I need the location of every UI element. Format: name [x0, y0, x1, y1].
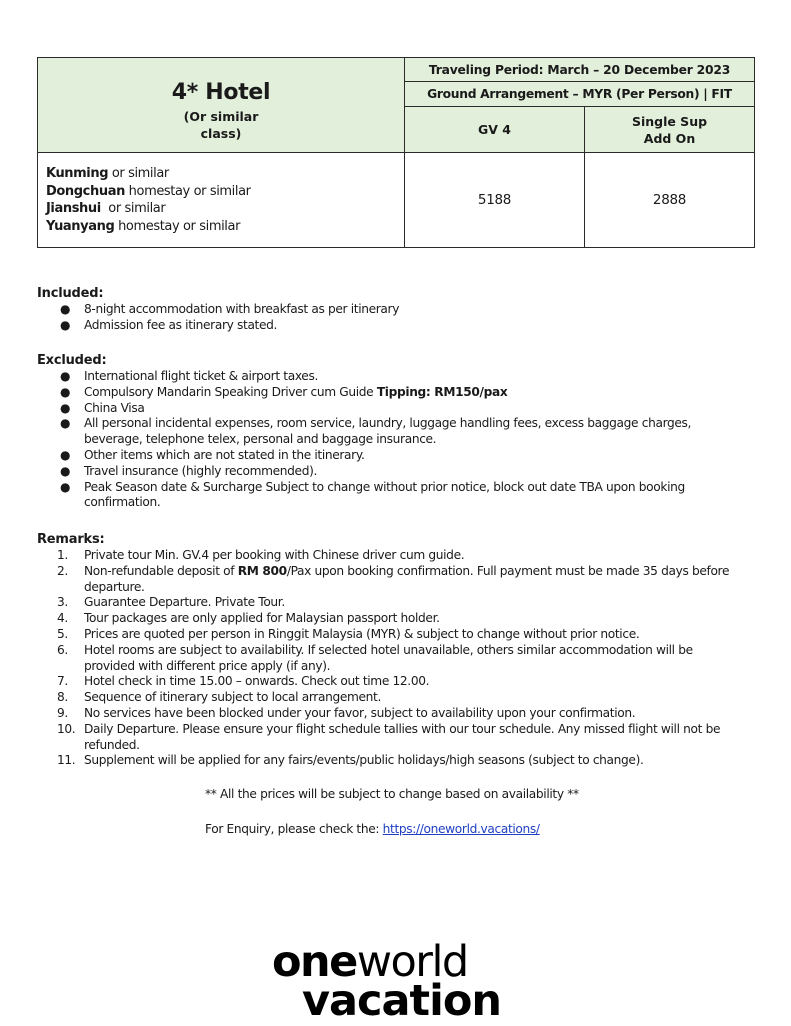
single-sup-label: Single Sup [631, 113, 708, 129]
destination-city: Kunming [46, 166, 109, 181]
enquiry-line [205, 822, 540, 836]
enquiry-label: For Enquiry, please check the: [205, 822, 383, 836]
destination-line [46, 183, 404, 201]
ground-arrangement-header: Ground Arrangement – MYR (Per Person) | FIT [405, 82, 755, 107]
list-item [37, 448, 757, 464]
list-item [37, 385, 757, 401]
excluded-section [37, 353, 757, 511]
hotel-category-cell [38, 58, 405, 153]
item-text: Daily Departure. Please ensure your flight schedule tallies with our tour schedule. Any missed flight will not be refunded. [84, 721, 721, 752]
traveling-period-header: Traveling Period: March – 20 December 2023 [405, 58, 755, 82]
logo-word-one: one [272, 937, 357, 987]
destination-city: Jianshui [46, 201, 101, 216]
item-text: Private tour Min. GV.4 per booking with Chinese driver cum guide. [84, 548, 465, 562]
hotel-subtitle-line2: class) [200, 126, 242, 141]
item-text: No services have been blocked under your favor, subject to availability upon your confirmation. [84, 705, 636, 720]
list-item [37, 548, 757, 564]
destination-note: homestay or similar [114, 218, 241, 234]
item-number: 5. [57, 626, 68, 641]
item-number: 2. [57, 563, 68, 578]
included-section [37, 286, 757, 334]
item-text: Hotel check in time 15.00 – onwards. Check out time 12.00. [84, 674, 430, 689]
item-number: 1. [57, 548, 68, 562]
item-number: 6. [57, 642, 68, 657]
list-item [37, 690, 757, 706]
bullet-icon: ● [60, 447, 71, 462]
price-gv4: 5188 [405, 153, 585, 248]
logo-word-world: world [356, 937, 468, 987]
list-item [37, 302, 757, 318]
list-item [37, 318, 757, 334]
item-text: Tour packages are only applied for Malaysian passport holder. [84, 611, 440, 626]
deposit-amount: RM 800 [237, 563, 287, 578]
included-heading: Included: [37, 286, 104, 301]
add-on-label: Add On [643, 130, 696, 146]
hotel-subtitle [38, 108, 404, 142]
item-number: 3. [57, 595, 68, 610]
included-list [37, 302, 757, 334]
item-number: 11. [57, 753, 76, 768]
item-text: All personal incidental expenses, room service, laundry, luggage handling fees, excess baggage charges, beverage, telephone telex, personal and baggage insurance. [84, 416, 692, 447]
item-text: 8-night accommodation with breakfast as per itinerary [84, 302, 400, 316]
item-text: Guarantee Departure. Private Tour. [84, 595, 285, 610]
item-number: 4. [57, 611, 68, 626]
item-text: Compulsory Mandarin Speaking Driver cum Guide [84, 384, 377, 399]
item-text: International flight ticket & airport taxes. [84, 369, 318, 383]
item-text: Hotel rooms are subject to availability. If selected hotel unavailable, others similar accommodation will be provided with different price apply (if any). [84, 642, 693, 673]
destination-note: homestay or similar [124, 183, 251, 199]
item-number: 9. [57, 705, 68, 720]
destination-line [46, 165, 404, 183]
item-number: 7. [57, 674, 68, 689]
remarks-heading: Remarks: [37, 532, 105, 547]
list-item [37, 674, 757, 690]
item-text: Other items which are not stated in the itinerary. [84, 447, 365, 462]
item-number: 8. [57, 690, 68, 705]
bullet-icon: ● [60, 369, 71, 383]
item-number: 10. [57, 721, 76, 736]
destination-line [46, 218, 404, 236]
hotel-subtitle-line1: (Or similar [183, 109, 259, 124]
bullet-icon: ● [60, 317, 71, 332]
bullet-icon: ● [60, 384, 71, 399]
excluded-heading: Excluded: [37, 353, 107, 368]
list-item [37, 480, 757, 512]
item-text: Travel insurance (highly recommended). [84, 463, 318, 478]
destination-note: or similar [108, 166, 169, 181]
item-text: Supplement will be applied for any fairs/events/public holidays/high seasons (subject to change). [84, 753, 644, 768]
remarks-section [37, 532, 757, 769]
destination-line [46, 200, 404, 218]
logo-line2: vacation [302, 976, 502, 1026]
list-item [37, 722, 757, 754]
gv4-column-header: GV 4 [405, 107, 585, 153]
bullet-icon: ● [60, 302, 71, 316]
destination-city: Yuanyang [46, 218, 115, 234]
list-item [37, 706, 757, 722]
bullet-icon: ● [60, 416, 71, 431]
list-item [37, 564, 757, 596]
destination-city: Dongchuan [46, 183, 125, 199]
price-notice: ** All the prices will be subject to change based on availability ** [205, 787, 579, 801]
bullet-icon: ● [60, 479, 71, 494]
oneworld-vacation-logo [272, 937, 532, 1026]
item-text: /Pax upon booking confirmation. Full payment must be made 35 days before departure. [84, 563, 730, 594]
list-item [37, 416, 757, 448]
price-single-sup: 2888 [585, 153, 755, 248]
price-table [37, 57, 755, 248]
excluded-list [37, 369, 757, 511]
hotel-title: 4* Hotel [171, 80, 271, 105]
single-sup-column-header [585, 107, 755, 153]
list-item [37, 611, 757, 627]
remarks-list [37, 548, 757, 769]
item-text: Peak Season date & Surcharge Subject to change without prior notice, block out date TBA upon booking confirmation. [84, 479, 685, 510]
bullet-icon: ● [60, 400, 71, 415]
destinations-cell [38, 153, 405, 248]
item-text: Non-refundable deposit of [84, 563, 238, 578]
list-item [37, 753, 757, 769]
list-item [37, 369, 757, 385]
item-text: Admission fee as itinerary stated. [84, 317, 278, 332]
list-item [37, 464, 757, 480]
destination-note: or similar [100, 201, 166, 216]
list-item [37, 643, 757, 675]
item-text: Sequence of itinerary subject to local arrangement. [84, 690, 381, 705]
list-item [37, 595, 757, 611]
bullet-icon: ● [60, 463, 71, 478]
item-text: China Visa [84, 400, 145, 415]
list-item [37, 627, 757, 643]
item-text: Prices are quoted per person in Ringgit Malaysia (MYR) & subject to change without prior notice. [84, 626, 640, 641]
tipping-amount: Tipping: RM150/pax [376, 384, 508, 399]
list-item [37, 401, 757, 417]
enquiry-link[interactable]: https://oneworld.vacations/ [382, 822, 540, 836]
